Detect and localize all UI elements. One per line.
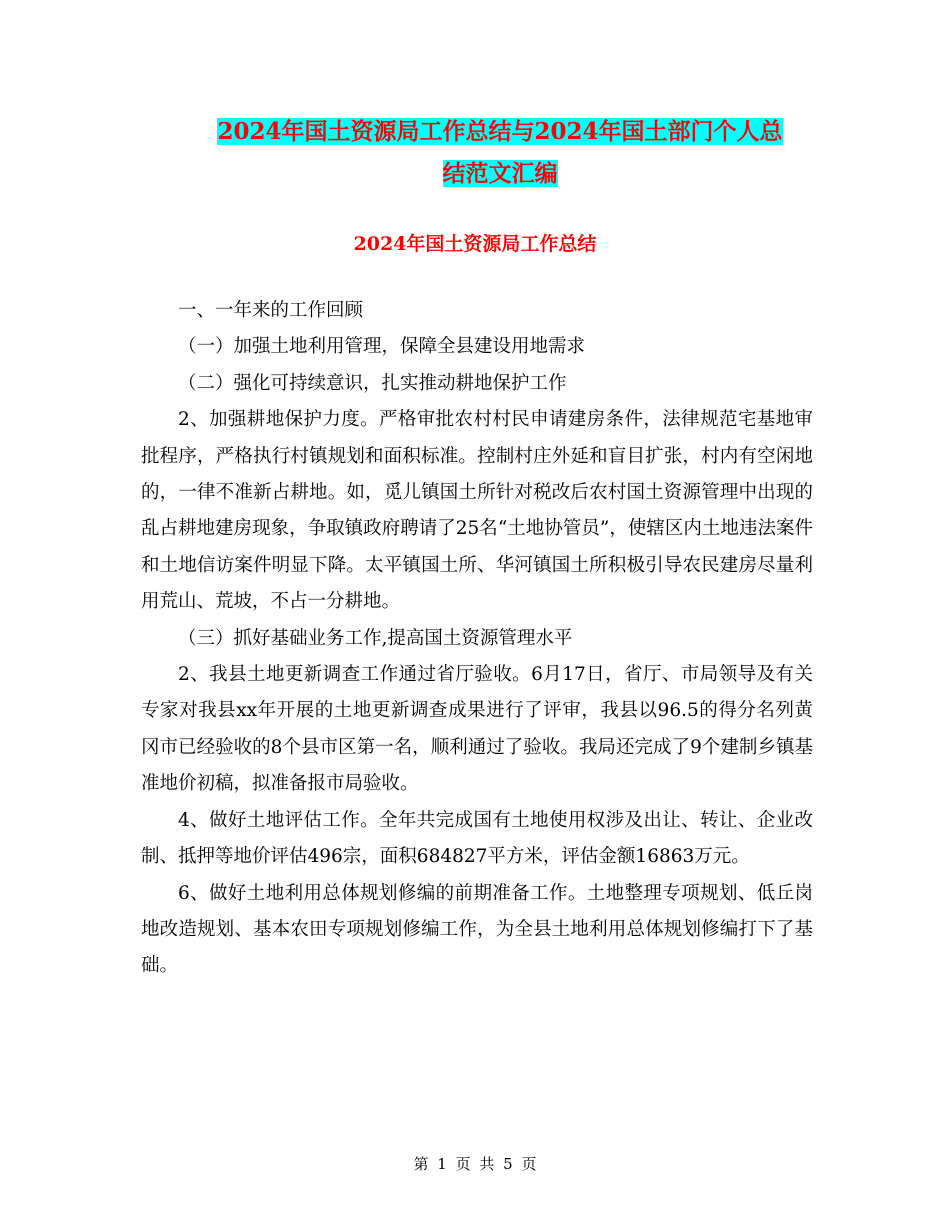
paragraph-planning: 6、做好土地利用总体规划修编的前期准备工作。土地整理专项规划、低丘岗地改造规划、基本农田专项规划修编工作，为全县土地利用总体规划修编打下了基础。 [141,882,813,977]
subheading-land-use: （一）加强土地利用管理，保障全县建设用地需求 [178,336,586,358]
section-title: 2024年国土资源局工作总结 [353,233,597,255]
subheading-farmland: （二）强化可持续意识，扎实推动耕地保护工作 [178,372,567,394]
paragraph-farmland-protection: 2、加强耕地保护力度。严格审批农村村民申请建房条件，法律规范宅基地审批程序，严格执行村镇规划和面积标准。控制村庄外延和盲目扩张，村内有空闲地的，一律不准新占耕地。如，觅儿镇国土所针对税改后农村国土资源管理中出现的乱占耕地建房现象，争取镇政府聘请了25名“土地协管员”，使辖区内土地违法案件和土地信访案件明显下降。太平镇国土所、华河镇国土所积极引导农民建房尽量利用荒山、荒坡，不占一分耕地。 [141,409,813,613]
document-title [140,111,860,195]
heading-review: 一、一年来的工作回顾 [178,300,364,321]
paragraph-land-survey: 2、我县土地更新调查工作通过省厅验收。6月17日，省厅、市局领导及有关专家对我县xx年开展的土地更新调查成果进行了评审，我县以96.5的得分名列黄冈市已经验收的8个县市区第一名，顺利通过了验收。我局还完成了9个建制乡镇基准地价初稿，拟准备报市局验收。 [141,664,813,795]
paragraph-land-valuation: 4、做好土地评估工作。全年共完成国有土地使用权涉及出让、转让、企业改制、抵押等地价评估496宗，面积684827平方米，评估金额16863万元。 [141,809,813,868]
title-line-1: 2024年国土资源局工作总结与2024年国土部门个人总 [217,118,783,145]
page-number-footer: 第 1 页 共 5 页 [413,1155,537,1173]
document-body [141,293,813,985]
subheading-basic-work: （三）抓好基础业务工作,提高国土资源管理水平 [178,627,573,649]
title-line-2: 结范文汇编 [442,160,558,187]
